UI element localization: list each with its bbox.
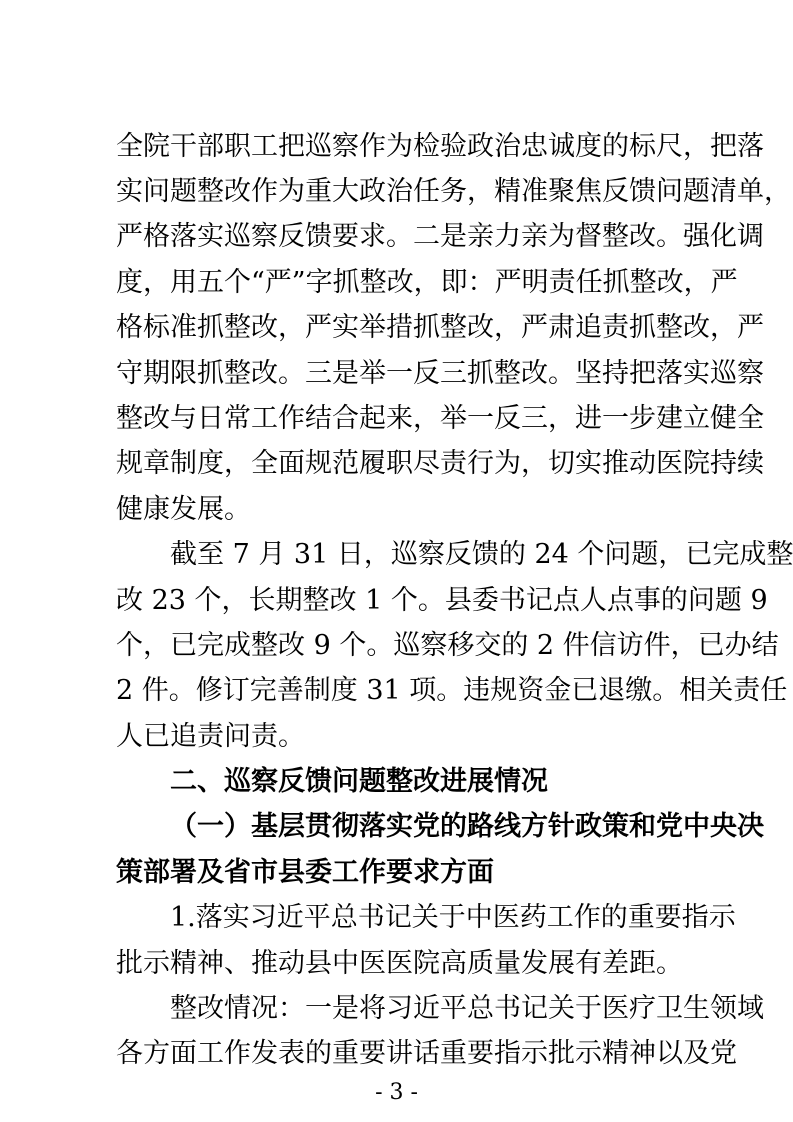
body-text-line: 整改情况：一是将习近平总书记关于医疗卫生领域 [170, 993, 764, 1024]
body-text-line: 健康发展。 [116, 494, 251, 525]
body-text-line: 严格落实巡察反馈要求。二是亲力亲为督整改。强化调 [116, 221, 764, 252]
body-text-line: 实问题整改作为重大政治任务，精准聚焦反馈问题清单， [116, 176, 791, 207]
body-text-line: 人已追责问责。 [116, 721, 305, 752]
body-text-line: 度，用五个“严”字抓整改，即：严明责任抓整改，严 [116, 267, 738, 298]
subsection-heading: （一）基层贯彻落实党的路线方针政策和党中央决 [170, 811, 764, 842]
issue-title: 1.落实习近平总书记关于中医药工作的重要指示 [170, 902, 736, 933]
body-text-line: 2 件。修订完善制度 31 项。违规资金已退缴。相关责任 [116, 675, 788, 706]
issue-title: 批示精神、推动县中医医院高质量发展有差距。 [116, 948, 683, 979]
subsection-heading: 策部署及省市县委工作要求方面 [116, 857, 494, 888]
body-text-line: 格标准抓整改，严实举措抓整改，严肃追责抓整改，严 [116, 312, 764, 343]
body-text-line: 截至 7 月 31 日，巡察反馈的 24 个问题，已完成整 [170, 539, 793, 570]
section-heading: 二、巡察反馈问题整改进展情况 [170, 766, 548, 797]
body-text-line: 整改与日常工作结合起来，举一反三，进一步建立健全 [116, 403, 764, 434]
body-text-line: 个，已完成整改 9 个。巡察移交的 2 件信访件，已办结 [116, 630, 779, 661]
body-text-line: 规章制度，全面规范履职尽责行为，切实推动医院持续 [116, 448, 764, 479]
body-text-line: 改 23 个，长期整改 1 个。县委书记点人点事的问题 9 [116, 585, 768, 616]
page-number: - 3 - [375, 1080, 418, 1105]
body-text-line: 守期限抓整改。三是举一反三抓整改。坚持把落实巡察 [116, 358, 764, 389]
body-text-line: 全院干部职工把巡察作为检验政治忠诚度的标尺，把落 [116, 131, 764, 162]
body-text-line: 各方面工作发表的重要讲话重要指示批示精神以及党 [116, 1038, 737, 1069]
